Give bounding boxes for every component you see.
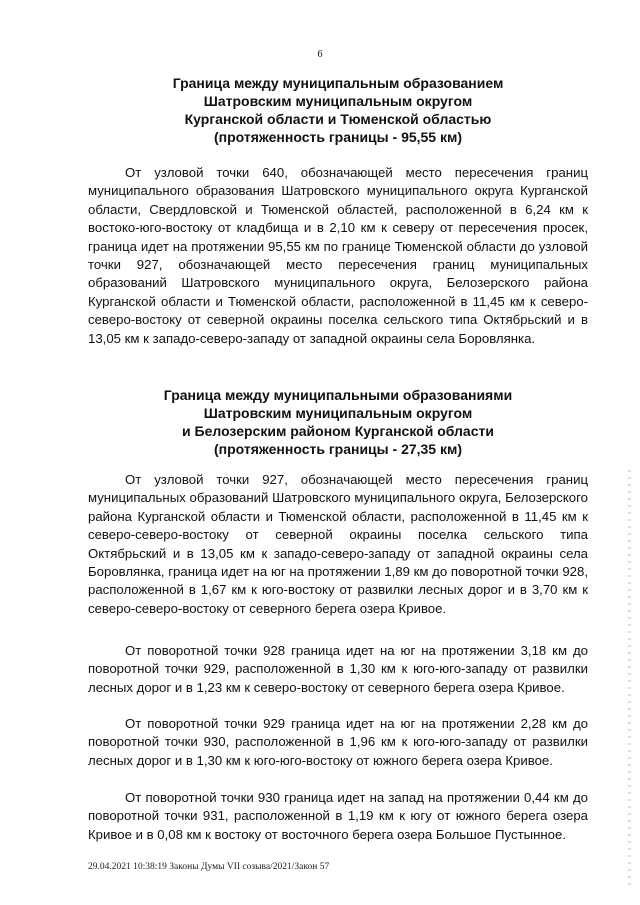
heading-line: и Белозерским районом Курганской области <box>182 423 494 439</box>
paragraph: От узловой точки 927, обозначающей место пересечения границ муниципальных образований Шатровского муниципального округа, Белозерского района Курганской области и Тюменской области, расположенной в 11,45 км к северо-северо-востоку от северной окраины поселка сельского типа Октябрьский и в 13,05 км к западо-северо-западу от западной окраины села Боровлянка, граница идет на юг на протяжении 1,89 км до поворотной точки 928, расположенной в 1,67 км к юго-востоку от развилки лесных дорог и в 3,70 км к северо-северо-востоку от северного берега озера Кривое. <box>88 472 588 616</box>
document-footer: 29.04.2021 10:38:19 Законы Думы VII созыва/2021/Закон 57 <box>88 862 330 872</box>
section-heading-2 <box>88 386 588 458</box>
paragraph: От поворотной точки 930 граница идет на запад на протяжении 0,44 км до поворотной точки 931, расположенной в 1,19 км к югу от южного берега озера Кривое и в 0,08 км к востоку от восточного берега озера Большое Пустынное. <box>88 790 588 842</box>
section-heading-1 <box>88 74 588 146</box>
heading-line: (протяженность границы - 27,35 км) <box>213 441 463 457</box>
heading-line: (протяженность границы - 95,55 км) <box>213 129 463 145</box>
heading-line: Курганской области и Тюменской областью <box>184 111 492 127</box>
heading-line: Шатровским муниципальным округом <box>203 405 473 421</box>
paragraph: От узловой точки 640, обозначающей место пересечения границ муниципального образования Шатровского муниципального округа Курганской области, Свердловской и Тюменской областей, расположенной в 6,24 км к востоко-юго-востоку от кладбища и в 2,10 км к северу от пересечения просек, граница идет на протяжении 95,55 км по границе Тюменской области до узловой точки 927, обозначающей место пересечения границ муниципальных образований Шатровского муниципального округа, Белозерского района Курганской области и Тюменской области, расположенной в 11,45 км к северо-северо-востоку от северной окраины поселка сельского типа Октябрьский и в 13,05 км к западо-северо-западу от западной окраины села Боровлянка. <box>88 165 588 346</box>
heading-line: Шатровским муниципальным округом <box>203 93 473 109</box>
paragraph: От поворотной точки 928 граница идет на юг на протяжении 3,18 км до поворотной точки 929, расположенной в 1,30 км к юго-юго-западу от развилки лесных дорог и в 1,23 км к северо-востоку от северного берега озера Кривое. <box>88 643 588 695</box>
paragraph: От поворотной точки 929 граница идет на юг на протяжении 2,28 км до поворотной точки 930, расположенной в 1,96 км к юго-юго-западу от развилки лесных дорог и в 1,30 км к юго-юго-востоку от южного берега озера Кривое. <box>88 716 588 768</box>
heading-line: Граница между муниципальным образованием <box>172 75 504 91</box>
page-number: 6 <box>317 49 323 60</box>
scan-edge-artifact <box>628 470 631 890</box>
heading-line: Граница между муниципальными образованиями <box>163 387 513 403</box>
